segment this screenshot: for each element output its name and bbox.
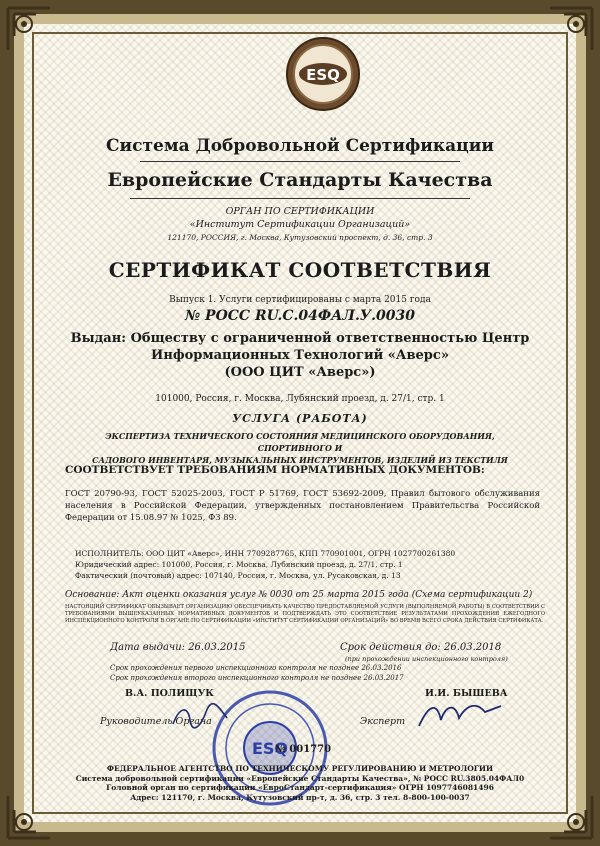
basis <box>65 590 545 600</box>
service-description-line2: САДОВОГО ИНВЕНТАРЯ, МУЗЫКАЛЬНЫХ ИНСТРУМЕНТОВ, ИЗДЕЛИЙ ИЗ ТЕКСТИЛЯ <box>92 455 508 465</box>
serial-number: № 001770 <box>275 744 332 755</box>
fine-print: НАСТОЯЩИЙ СЕРТИФИКАТ ОБЫЗЫВАЕТ ОРГАНИЗАЦИЮ ОБЕСПЕЧИВАТЬ КАЧЕСТВО ПРЕДОСТАВЛЯЕМОЙ УСЛУГИ (ВЫПОЛНЯЕМОЙ РАБОТЫ) В СООТВЕТСТВИИ С ТРЕБОВАНИЯМИ ВЫШЕУКАЗАННЫХ НОРМАТИВНЫХ ДОКУМЕНТОВ И ПОДТВЕРЖДАТЬ ЭТО СООТВЕТСТВИЕ РЕЗУЛЬТАТАМИ ПРОХОЖДЕНИЯ ЕЖЕГОДНОГО ИНСПЕКЦИОННОГО КОНТРОЛЯ В ОРГАНЕ ПО СЕРТИФИКАЦИИ «ИНСТИТУТ СЕРТИФИКАЦИИ ОРГАНИЗАЦИЙ» ВО ВРЕМЯ ВСЕГО СРОКА ДЕЙСТВИЯ СЕРТИФИКАТА. <box>65 604 545 624</box>
basis-text: Акт оценки оказания услуг № 0030 от 25 марта 2015 года (Схема сертификации 2) <box>122 590 533 600</box>
issue-line: Выпуск 1. Услуги сертифицированы с марта 2015 года <box>169 295 431 305</box>
holder-address: 101000, Россия, г. Москва, Лубянский проезд, д. 27/1, стр. 1 <box>155 394 445 404</box>
service-description <box>70 430 530 466</box>
basis-label: Основание: <box>65 590 120 600</box>
organ-line2: «Институт Сертификации Организаций» <box>189 219 411 230</box>
service-label: УСЛУГА (РАБОТА) <box>232 412 368 425</box>
conforms-label: СООТВЕТСТВУЕТ ТРЕБОВАНИЯМ НОРМАТИВНЫХ ДОКУМЕНТОВ: <box>65 464 485 476</box>
corner-ornament-icon <box>548 6 594 52</box>
standards-text: ГОСТ 20790-93, ГОСТ 52025-2003, ГОСТ Р 51769, ГОСТ 53692-2009, Правил бытового обслуживания населения в Российской Федерации, утвержденных постановлением Правительства Российской Федерации от 15.08.97 № 1025, ФЗ 89. <box>65 489 540 523</box>
esq-logo-icon <box>285 36 361 112</box>
divider <box>140 161 460 162</box>
service-description-line1: ЭКСПЕРТИЗА ТЕХНИЧЕСКОГО СОСТОЯНИЯ МЕДИЦИНСКОГО ОБОРУДОВАНИЯ, СПОРТИВНОГО И <box>105 431 495 453</box>
certificate-title: СЕРТИФИКАТ СООТВЕТСТВИЯ <box>108 258 492 282</box>
executor-line1: ИСПОЛНИТЕЛЬ: ООО ЦИТ «Аверс», ИНН 7709287765, КПП 770901001, ОГРН 1027700261380 <box>75 549 456 558</box>
agency-line2: Система добровольной сертификации «Европейские Стандарты Качества», № РОСС RU.3805.04ФАЛ0 <box>75 773 525 783</box>
issued-to-line1: Выдан: Обществу с ограниченной ответственностью Центр <box>70 331 530 346</box>
certificate-number: № РОСС RU.С.04ФАЛ.У.0030 <box>184 308 416 324</box>
inspection-2: Срок прохождения второго инспекционного контроля не позднее 26.03.2017 <box>110 674 404 682</box>
signature-icon <box>170 702 230 730</box>
executor-line2: Юридический адрес: 101000, Россия, г. Москва, Лубянский проезд, д. 27/1, стр. 1 <box>75 560 403 569</box>
agency-line3: Головной орган по сертификации «ЕвроСтандарт-сертификация» ОГРН 1097746081496 <box>106 783 494 792</box>
corner-ornament-icon <box>6 6 52 52</box>
executor-block <box>75 548 545 581</box>
signer2-name: И.И. БЫШЕВА <box>425 688 508 699</box>
date-issue: Дата выдачи: 26.03.2015 <box>110 642 246 653</box>
standards-title: Европейские Стандарты Качества <box>107 169 493 191</box>
organ-address: 121170, РОССИЯ, г. Москва, Кутузовский проспект, д. 36, стр. 3 <box>167 233 433 242</box>
system-title: Система Добровольной Сертификации <box>106 136 494 156</box>
issued-to-line2: Информационных Технологий «Аверс» <box>151 348 449 363</box>
issued-to <box>60 330 540 381</box>
svg-text:ESQ: ESQ <box>306 66 340 84</box>
inspection-1: Срок прохождения первого инспекционного контроля не позднее 26.03.2016 <box>110 664 402 672</box>
executor-line3: Фактический (почтовый) адрес: 107140, Россия, г. Москва, ул. Русаковская, д. 13 <box>75 571 401 580</box>
agency-block <box>40 764 560 802</box>
svg-text:ESQ: ESQ <box>251 739 289 758</box>
divider <box>130 198 470 199</box>
signature-icon <box>415 698 505 732</box>
agency-line1: ФЕДЕРАЛЬНОЕ АГЕНТСТВО ПО ТЕХНИЧЕСКОМУ РЕГУЛИРОВАНИЮ И МЕТРОЛОГИИ <box>106 764 494 773</box>
organ-line1: ОРГАН ПО СЕРТИФИКАЦИИ <box>225 206 375 217</box>
valid-until: Срок действия до: 26.03.2018 <box>340 642 502 653</box>
signer2-role: Эксперт <box>360 716 406 727</box>
valid-note: (при прохождении инспекционного контроля) <box>345 655 508 663</box>
signer1-role: Руководитель Органа <box>100 716 212 727</box>
issued-to-line3: (ООО ЦИТ «Аверс») <box>224 365 376 380</box>
signer1-name: В.А. ПОЛИЩУК <box>125 688 214 699</box>
agency-line4: Адрес: 121170, г. Москва, Кутузовский пр-т, д. 36, стр. 3 тел. 8-800-100-0037 <box>130 792 470 802</box>
